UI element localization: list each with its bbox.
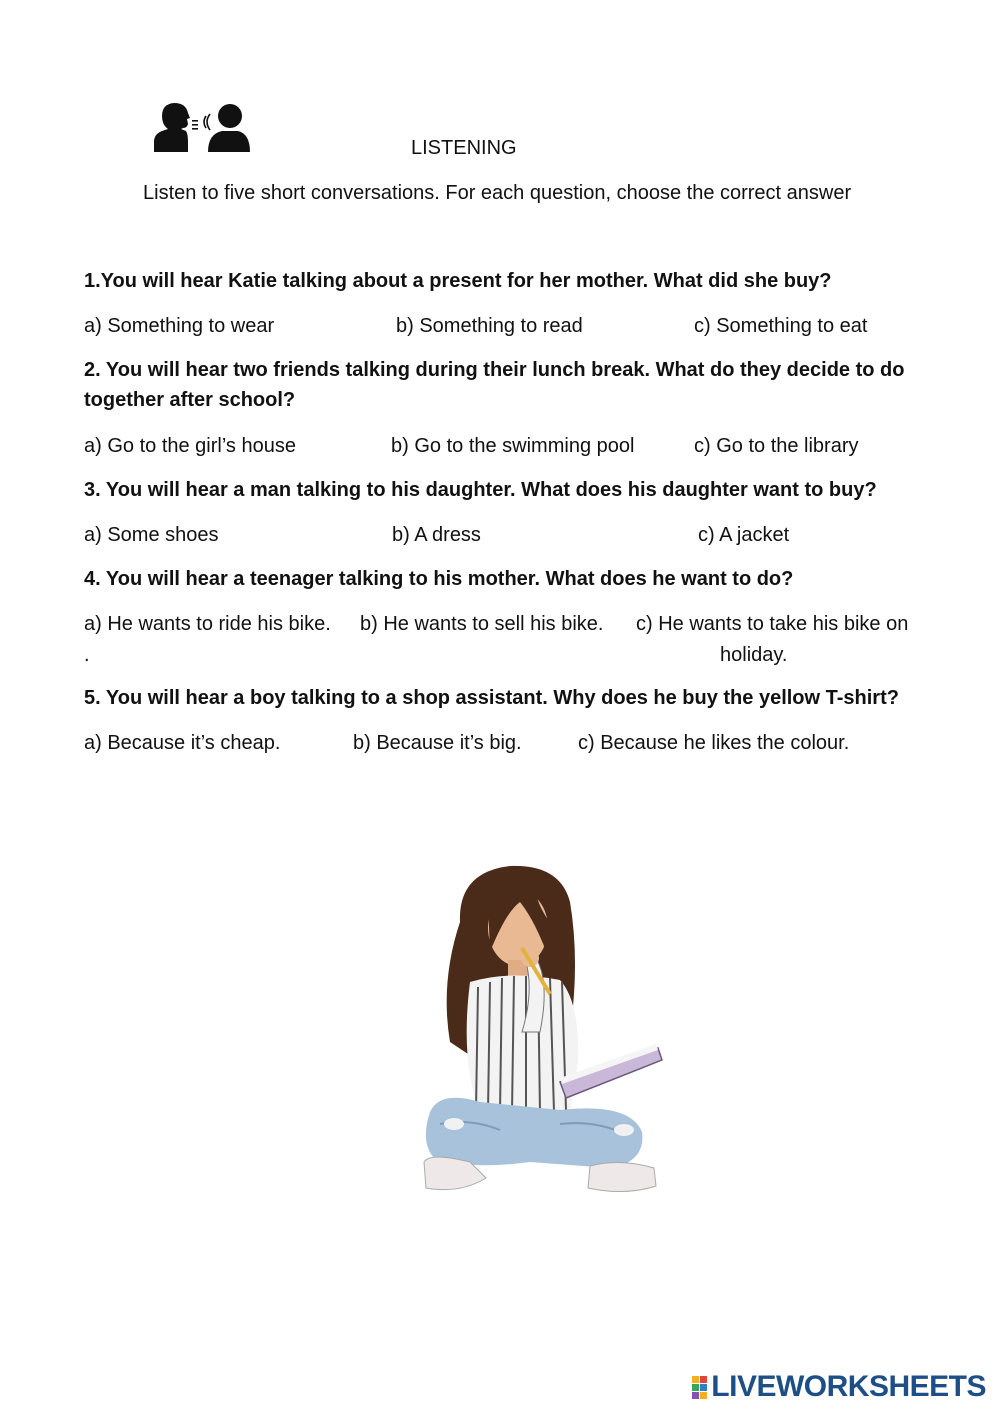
q5-option-b[interactable]: b) Because it’s big. [353,732,522,754]
logo-text: LIVEWORKSHEETS [711,1370,986,1403]
q1-option-c[interactable]: c) Something to eat [694,315,868,337]
q2-option-b[interactable]: b) Go to the swimming pool [391,435,635,457]
q4-option-c[interactable]: c) He wants to take his bike on [636,613,909,635]
q1-option-b[interactable]: b) Something to read [396,315,583,337]
question-5: 5. You will hear a boy talking to a shop assistant. Why does he buy the yellow T-shirt? [84,687,899,709]
q4-option-a[interactable]: a) He wants to ride his bike. [84,613,331,635]
q4-stray-mark: . [84,644,90,666]
q3-option-a[interactable]: a) Some shoes [84,524,219,546]
q2-option-c[interactable]: c) Go to the library [694,435,859,457]
question-3: 3. You will hear a man talking to his daughter. What does his daughter want to buy? [84,479,877,501]
liveworksheets-logo [692,1370,986,1404]
question-1: 1.You will hear Katie talking about a present for her mother. What did she buy? [84,270,832,292]
q3-option-c[interactable]: c) A jacket [698,524,790,546]
page-title: LISTENING [411,137,517,159]
q5-option-c[interactable]: c) Because he likes the colour. [578,732,850,754]
logo-mark-icon [692,1376,707,1399]
girl-thinking-illustration [410,862,668,1198]
q4-option-c-continued: holiday. [720,644,788,666]
q5-option-a[interactable]: a) Because it’s cheap. [84,732,281,754]
people-talking-icon [148,98,252,156]
question-2: 2. You will hear two friends talking during their lunch break. What do they decide to do together after school? [84,359,905,411]
q2-option-a[interactable]: a) Go to the girl’s house [84,435,296,457]
q3-option-b[interactable]: b) A dress [392,524,481,546]
question-4: 4. You will hear a teenager talking to his mother. What does he want to do? [84,568,794,590]
q1-option-a[interactable]: a) Something to wear [84,315,275,337]
q4-option-b[interactable]: b) He wants to sell his bike. [360,613,604,635]
instructions: Listen to five short conversations. For each question, choose the correct answer [143,182,852,204]
